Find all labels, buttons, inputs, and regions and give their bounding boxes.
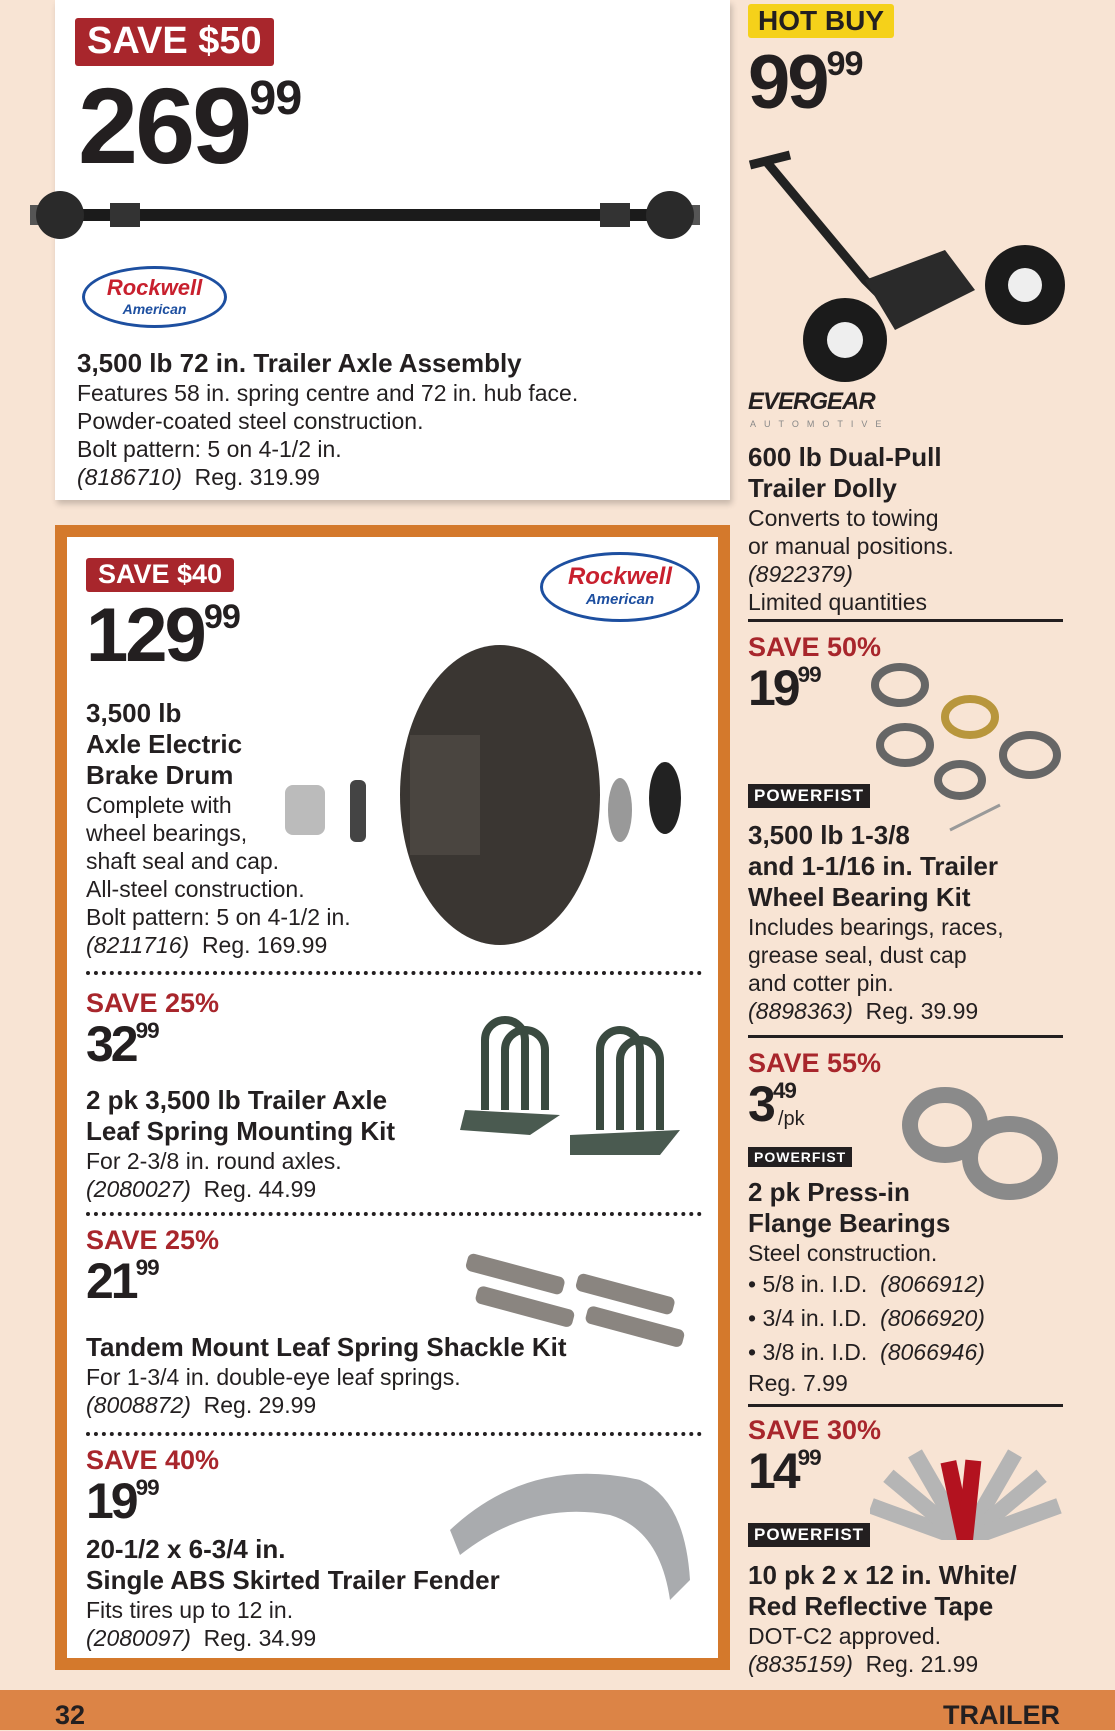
page-footer bbox=[0, 1690, 1115, 1730]
brake-drum-details: 3,500 lb Axle Electric Brake Drum Complete with wheel bearings, shaft seal and cap. All-steel construction. Bolt pattern: 5 on 4-1/2 in. (8211716) Reg. 169.99 bbox=[86, 698, 351, 958]
powerfist-logo: POWERFIST bbox=[748, 1147, 852, 1167]
price: $269^{99}$ bbox=[78, 65, 302, 186]
reflective-tape-image bbox=[870, 1430, 1065, 1540]
tape-details: 10 pk 2 x 12 in. White/ Red Reflective Tape DOT-C2 approved. (8835159) Reg. 21.99 bbox=[748, 1560, 1017, 1677]
section-label: TRAILER bbox=[943, 1700, 1060, 1730]
option-item: • 5/8 in. I.D. (8066912) bbox=[748, 1271, 985, 1297]
rockwell-american-logo: Rockwell American bbox=[82, 266, 227, 328]
price: $129^{99}$ bbox=[86, 593, 240, 678]
page-number: 32 bbox=[55, 1700, 86, 1730]
leaf-spring-kit-details: SAVE 25% $32^{99}$ 2 pk 3,500 lb Trailer Axle Leaf Spring Mounting Kit For 2-3/8 in. round axles. (2080027) Reg. 44.99 bbox=[86, 988, 396, 1202]
trailer-axle-image bbox=[20, 185, 710, 245]
divider bbox=[86, 971, 702, 975]
powerfist-logo: POWERFIST bbox=[748, 784, 870, 808]
evergear-logo-sub: AUTOMOTIVE bbox=[750, 419, 890, 429]
save-badge: SAVE $40 bbox=[86, 558, 234, 592]
price: $99^{99}$ bbox=[748, 40, 863, 125]
evergear-logo: EVERGEAR bbox=[748, 388, 875, 415]
trailer-dolly-image bbox=[745, 140, 1065, 385]
leaf-spring-kit-image bbox=[460, 1010, 710, 1160]
axle-details: 3,500 lb 72 in. Trailer Axle Assembly Features 58 in. spring centre and 72 in. hub face. Powder-coated steel construction. Bolt pattern: 5 on 4-1/2 in. (8186710) Reg. 319.99 bbox=[77, 348, 579, 490]
dolly-details: 600 lb Dual-Pull Trailer Dolly Converts to towing or manual positions. (8922379) Limited quantities bbox=[748, 442, 954, 615]
flange-details: 2 pk Press-in Flange Bearings Steel construction. • 5/8 in. I.D. (8066912) • 3/4 in. I.D. (8066920) • 3/8 in. I.D. (8066946) Reg. 7.99 bbox=[748, 1177, 985, 1396]
divider bbox=[748, 1035, 1063, 1038]
bearing-kit-price: SAVE 50% $19^{99}$ bbox=[748, 632, 882, 716]
powerfist-logo: POWERFIST bbox=[748, 1523, 870, 1547]
option-item: • 3/8 in. I.D. (8066946) bbox=[748, 1339, 985, 1365]
shackle-kit-image bbox=[455, 1245, 705, 1355]
flange-price: SAVE 55% $3^{49}$ /pk bbox=[748, 1048, 882, 1132]
divider bbox=[748, 1404, 1063, 1407]
divider bbox=[86, 1432, 702, 1436]
hot-buy-badge: HOT BUY bbox=[748, 4, 894, 38]
option-item: • 3/4 in. I.D. (8066920) bbox=[748, 1305, 985, 1331]
fender-details: SAVE 40% $19^{99}$ 20-1/2 x 6-3/4 in. Single ABS Skirted Trailer Fender Fits tires up to 12 in. (2080097) Reg. 34.99 bbox=[86, 1445, 500, 1651]
bearing-kit-details: 3,500 lb 1-3/8 and 1-1/16 in. Trailer Wheel Bearing Kit Includes bearings, races, grease seal, dust cap and cotter pin. (8898363) Reg. 39.99 bbox=[748, 820, 1004, 1024]
divider bbox=[86, 1212, 702, 1216]
save-badge: SAVE $50 bbox=[75, 18, 274, 66]
price-unit: /pk bbox=[778, 1108, 805, 1130]
divider bbox=[748, 619, 1063, 622]
tape-price: SAVE 30% $14^{99}$ bbox=[748, 1415, 882, 1499]
rockwell-american-logo: Rockwell American bbox=[540, 552, 700, 622]
shackle-kit-details: SAVE 25% $21^{99}$ Tandem Mount Leaf Spring Shackle Kit For 1-3/4 in. double-eye leaf springs. (8008872) Reg. 29.99 bbox=[86, 1225, 567, 1418]
wheel-bearing-kit-image bbox=[860, 655, 1065, 835]
trailer-fender-image bbox=[440, 1460, 700, 1610]
